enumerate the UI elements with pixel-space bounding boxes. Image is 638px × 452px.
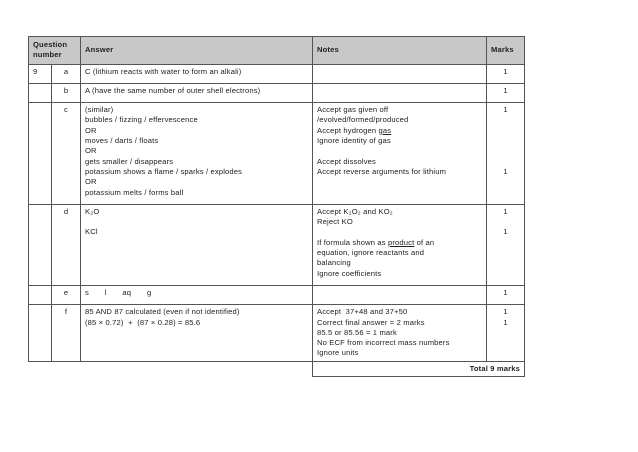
total-marks: Total 9 marks xyxy=(313,361,525,376)
underlined-word: product xyxy=(387,237,415,247)
answer-line: (85 × 0.72) + (87 × 0.28) = 85.6 xyxy=(85,317,201,327)
answer-cell xyxy=(81,305,313,361)
answer-line: OR xyxy=(85,177,97,187)
notes-cell xyxy=(313,64,487,83)
question-row-b xyxy=(29,83,525,102)
question-number: 9 xyxy=(29,64,52,83)
marks-line: 1 xyxy=(503,85,508,95)
answer-line: OR xyxy=(85,125,97,135)
marks-header: Marks xyxy=(487,37,525,65)
marks-line: 1 xyxy=(503,227,508,237)
answer-cell xyxy=(81,103,313,205)
answer-cell xyxy=(81,285,313,304)
question-part: e xyxy=(52,285,81,304)
marks-cell xyxy=(487,83,525,102)
marks-cell xyxy=(487,204,525,285)
answer-line: moves / darts / floats xyxy=(85,136,159,146)
notes-line: Ignore identity of gas xyxy=(317,136,391,146)
header-row xyxy=(29,37,525,65)
notes-line: Ignore units xyxy=(317,348,359,358)
question-row-f xyxy=(29,305,525,361)
marks-line xyxy=(491,217,520,227)
marks-line: 1 xyxy=(503,206,508,216)
answer-line: s l aq g xyxy=(85,287,152,297)
marks-cell xyxy=(487,103,525,205)
notes-line: /evolved/formed/produced xyxy=(317,115,409,125)
mark-scheme-rows xyxy=(29,64,525,361)
question-number xyxy=(29,103,52,205)
marks-line xyxy=(491,115,520,125)
notes-line: If formula shown as product of an xyxy=(317,237,435,247)
marks-line: 1 xyxy=(503,287,508,297)
answer-header: Answer xyxy=(81,37,313,65)
notes-line: Accept 37+48 and 37+50 xyxy=(317,307,408,317)
marks-cell xyxy=(487,305,525,361)
notes-line: Accept gas given off xyxy=(317,105,389,115)
question-row-a xyxy=(29,64,525,83)
answer-line: gets smaller / disappears xyxy=(85,156,174,166)
notes-line xyxy=(317,67,482,77)
answer-line: bubbles / fizzing / effervescence xyxy=(85,115,198,125)
header-question-line-2: number xyxy=(33,50,62,60)
question-part: a xyxy=(52,64,81,83)
question-row-d xyxy=(29,204,525,285)
question-part: c xyxy=(52,103,81,205)
answer-line xyxy=(85,217,308,227)
notes-line: Accept dissolves xyxy=(317,156,376,166)
marks-line xyxy=(491,126,520,136)
notes-cell xyxy=(313,103,487,205)
notes-cell xyxy=(313,83,487,102)
notes-line xyxy=(317,146,482,156)
notes-cell xyxy=(313,285,487,304)
marks-line: 1 xyxy=(503,307,508,317)
question-number xyxy=(29,305,52,361)
answer-cell xyxy=(81,64,313,83)
answer-line: K₂O xyxy=(85,206,100,216)
notes-cell xyxy=(313,204,487,285)
total-spacer xyxy=(29,361,313,376)
marks-line: 1 xyxy=(503,105,508,115)
question-number xyxy=(29,204,52,285)
answer-line: potassium shows a flame / sparks / explodes xyxy=(85,166,243,176)
marks-line: 1 xyxy=(503,317,508,327)
answer-line: 85 AND 87 calculated (even if not identified) xyxy=(85,307,240,317)
notes-line: Accept reverse arguments for lithium xyxy=(317,166,447,176)
answer-line: KCl xyxy=(85,227,98,237)
question-number xyxy=(29,83,52,102)
marks-cell xyxy=(487,285,525,304)
question-part: d xyxy=(52,204,81,285)
marks-line: 1 xyxy=(503,66,508,76)
marks-line xyxy=(491,136,520,146)
notes-line: Reject KO xyxy=(317,217,353,227)
marks-cell xyxy=(487,64,525,83)
question-part: f xyxy=(52,305,81,361)
notes-line: Ignore coefficients xyxy=(317,268,382,278)
question-number-header xyxy=(29,37,81,65)
marks-line xyxy=(491,157,520,167)
answer-cell xyxy=(81,83,313,102)
notes-header: Notes xyxy=(313,37,487,65)
notes-cell xyxy=(313,305,487,361)
question-row-c xyxy=(29,103,525,205)
notes-line: Accept K₂O₂ and KO₂ xyxy=(317,206,393,216)
marks-line: 1 xyxy=(503,166,508,176)
question-row-e xyxy=(29,285,525,304)
answer-cell xyxy=(81,204,313,285)
notes-line: Accept hydrogen gas xyxy=(317,125,392,135)
total-row xyxy=(29,361,525,376)
notes-line: equation, ignore reactants and xyxy=(317,248,425,258)
notes-line xyxy=(317,288,482,298)
notes-line: No ECF from incorrect mass numbers xyxy=(317,338,450,348)
answer-line: A (have the same number of outer shell electrons) xyxy=(85,85,261,95)
mark-scheme-table xyxy=(28,36,525,377)
answer-line: (similar) xyxy=(85,105,114,115)
notes-line xyxy=(317,227,482,237)
question-number xyxy=(29,285,52,304)
notes-line: 85.5 or 85.56 = 1 mark xyxy=(317,327,397,337)
notes-line: balancing xyxy=(317,258,351,268)
marks-line xyxy=(491,146,520,156)
notes-line xyxy=(317,86,482,96)
question-part: b xyxy=(52,83,81,102)
header-question-line-1: Question xyxy=(33,40,68,49)
answer-line: C (lithium reacts with water to form an alkali) xyxy=(85,66,242,76)
answer-line: potassium melts / forms ball xyxy=(85,187,184,197)
notes-line: Correct final answer = 2 marks xyxy=(317,317,425,327)
answer-line: OR xyxy=(85,146,97,156)
underlined-word: gas xyxy=(378,125,392,135)
